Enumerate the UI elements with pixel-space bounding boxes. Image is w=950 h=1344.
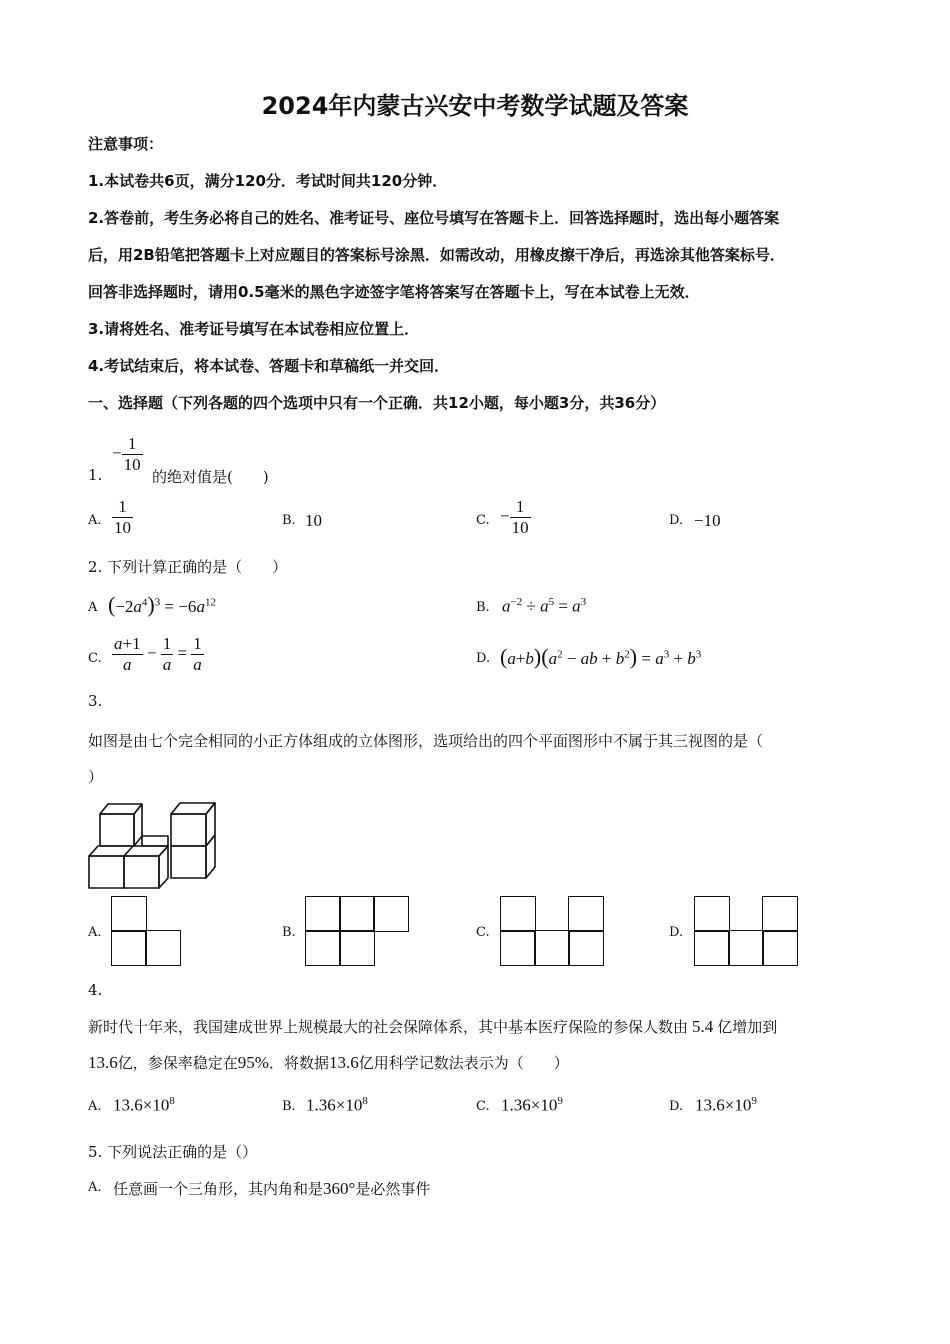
q3-option-d-label: D. <box>669 925 684 940</box>
q4-option-b: $1.36\times 10^8$ <box>306 1095 368 1115</box>
notice-heading: 注意事项： <box>88 135 164 153</box>
q3-option-c-label: C. <box>476 925 490 940</box>
notice-item-3: 3.请将姓名、准考证号填写在本试卷相应位置上． <box>88 320 420 338</box>
q2-option-c-formula: $\frac{a+1}{a}$ − $\frac{1}{a}$ = $\frac{1}{a}$ <box>114 634 202 674</box>
q5-option-a: 任意画一个三角形，其内角和是360°是必然事件 <box>113 1179 431 1198</box>
q3-option-b-figure <box>305 896 413 968</box>
section-heading: 一、选择题（下列各题的四个选项中只有一个正确．共12小题，每小题3分，共36分） <box>88 394 666 412</box>
q4-option-d-label: D. <box>669 1099 684 1114</box>
notice-item-2-cont: 后，用2B铅笔把答题卡上对应题目的答案标号涂黑．如需改动，用橡皮擦干净后，再选涂其他答案标号． <box>88 246 785 264</box>
q1-option-b-label: B. <box>282 513 296 528</box>
q1-option-c: − $\frac{1}{10}$ <box>500 497 529 537</box>
q1-option-c-label: C. <box>476 513 490 528</box>
q2-option-d-label: D. <box>476 651 491 666</box>
q1-stem: 的绝对值是( ) <box>152 468 269 486</box>
q4-option-a: $13.6\times 10^8$ <box>113 1095 175 1115</box>
q4-line-1: 新时代十年来，我国建成世界上规模最大的社会保障体系，其中基本医疗保险的参保人数由 5.4 亿增加到 <box>88 1017 778 1036</box>
q1-expression: − $\frac{1}{10}$ <box>112 434 141 474</box>
q1-option-d-label: D. <box>669 513 684 528</box>
q2-stem: 2. 下列计算正确的是（ ） <box>88 558 288 576</box>
page-title: 2024年内蒙古兴安中考数学试题及答案 <box>261 92 689 120</box>
q4-line-2: 13.6亿，参保率稳定在95%．将数据13.6亿用科学记数法表示为（ ） <box>88 1053 569 1072</box>
q2-option-c-label: C. <box>88 651 102 666</box>
q4-option-a-label: A. <box>88 1099 102 1114</box>
q4-option-d: $13.6\times 10^9$ <box>695 1095 757 1115</box>
q2-option-b-label: B. <box>476 600 490 615</box>
q1-option-d: −10 <box>694 511 721 530</box>
q1-number: 1. <box>88 466 103 484</box>
notice-item-1: 1.本试卷共6页，满分120分．考试时间共120分钟． <box>88 172 448 190</box>
notice-item-2-cont2: 回答非选择题时，请用0.5毫米的黑色字迹签字笔将答案写在答题卡上，写在本试卷上无效． <box>88 283 700 301</box>
q1-option-a-label: A. <box>88 513 102 528</box>
q3-option-a-figure <box>111 896 183 968</box>
q4-option-c-label: C. <box>476 1099 490 1114</box>
q3-number: 3. <box>88 692 103 710</box>
q4-number: 4. <box>88 981 103 999</box>
q3-stem-end: ） <box>88 768 104 786</box>
q3-option-d-figure <box>694 896 802 968</box>
q2-option-b-formula: $a^{-2} \div a^5 = a^3$ <box>502 596 587 616</box>
q5-option-a-label: A. <box>88 1180 102 1195</box>
q2-option-a-label: A <box>88 600 98 615</box>
notice-item-4: 4.考试结束后，将本试卷、答题卡和草稿纸一并交回． <box>88 357 450 375</box>
q5-stem: 5. 下列说法正确的是（） <box>88 1143 258 1161</box>
q1-option-a: $\frac{1}{10}$ <box>114 497 131 537</box>
q4-option-c: $1.36\times 10^9$ <box>501 1095 563 1115</box>
q3-option-a-label: A. <box>88 925 102 940</box>
q1-option-b: 10 <box>305 511 322 530</box>
q3-stem: 如图是由七个完全相同的小正方体组成的立体图形，选项给出的四个平面图形中不属于其三视图的是（ <box>88 732 764 750</box>
q3-option-b-label: B. <box>282 925 296 940</box>
q3-option-c-figure <box>500 896 608 968</box>
q3-cube-figure <box>84 798 224 894</box>
notice-item-2: 2.答卷前，考生务必将自己的姓名、准考证号、座位号填写在答题卡上．回答选择题时，选出每小题答案 <box>88 209 780 227</box>
q2-option-a-formula: $(-2a^4)^3 = -6a^{12}$ <box>108 592 216 617</box>
q2-option-d-formula: $(a+b)(a^2$ − ab + $b^2) = a^3 + b^3$ <box>500 644 702 669</box>
q4-option-b-label: B. <box>282 1099 296 1114</box>
